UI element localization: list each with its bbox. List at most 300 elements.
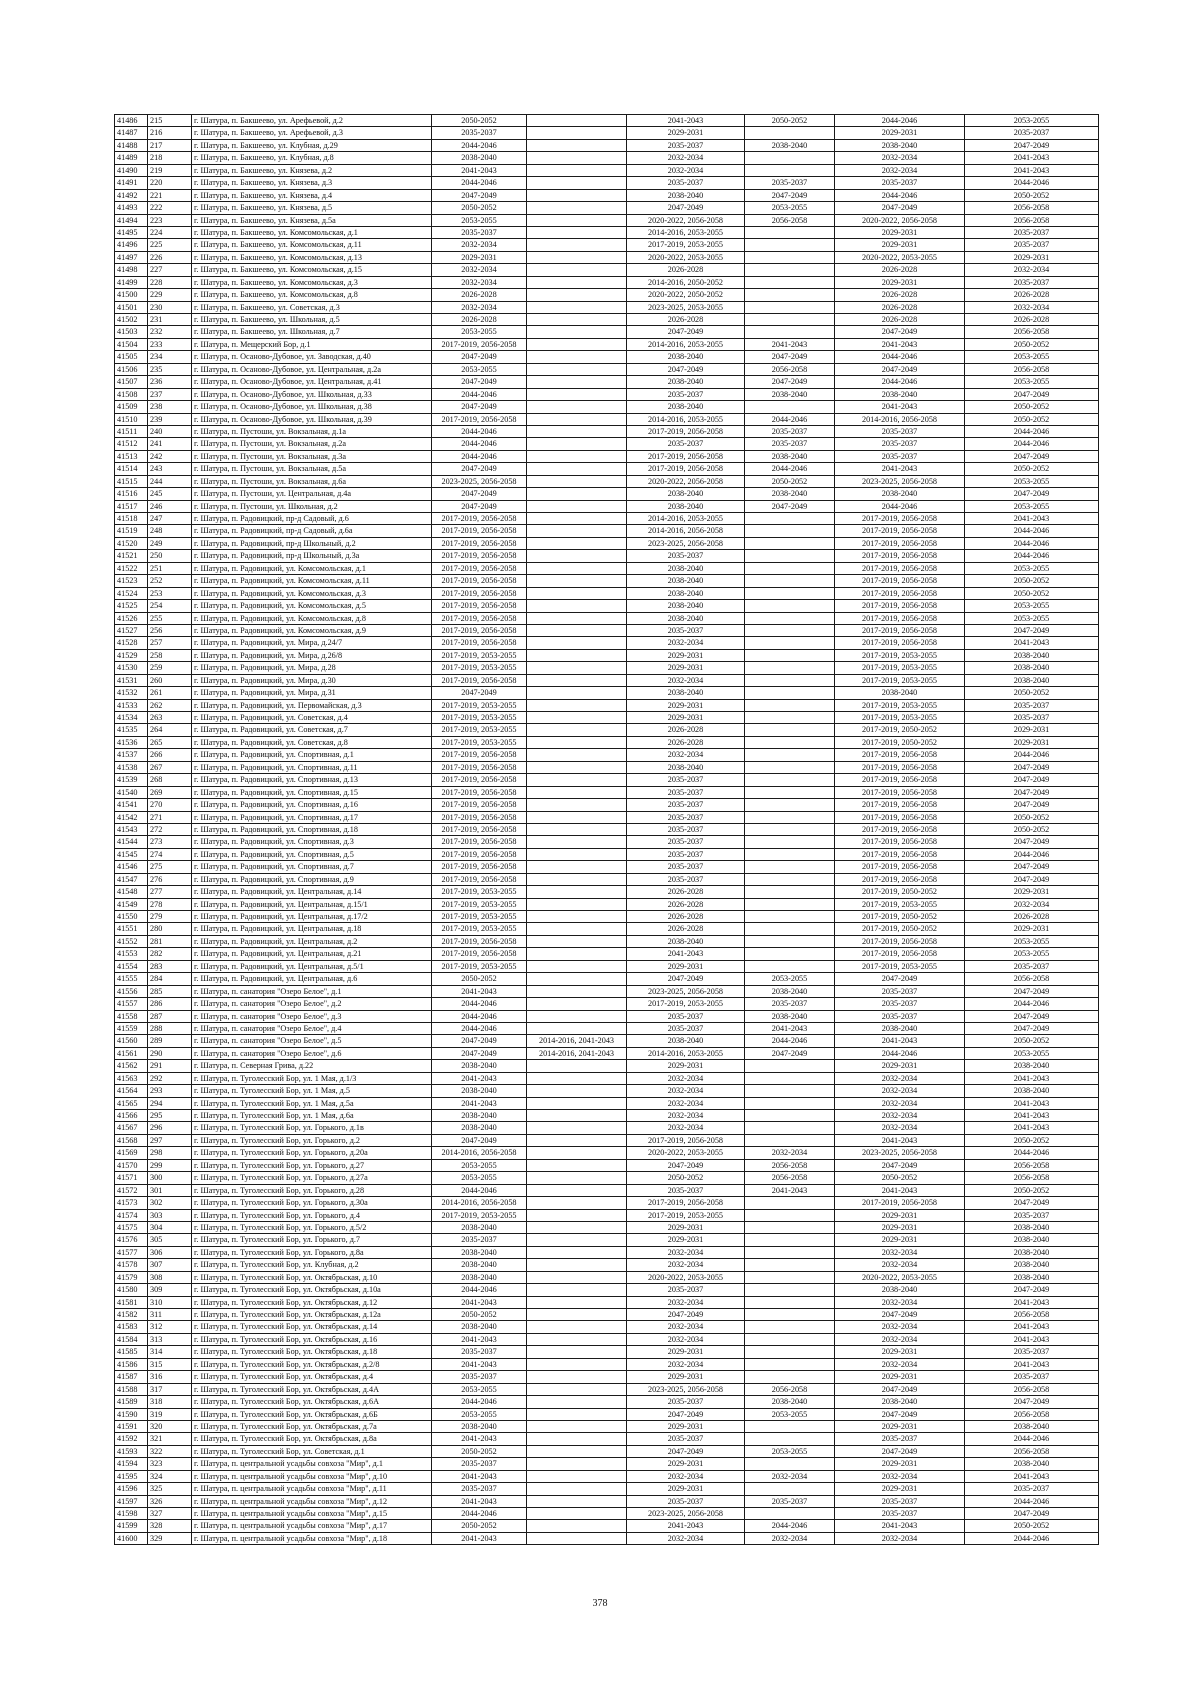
period-2-cell <box>527 1296 627 1308</box>
address-cell: г. Шатура, п. Туголесский Бор, ул. Горького, д.27а <box>192 1172 432 1184</box>
record-number-cell: 41547 <box>115 873 148 885</box>
period-6-cell: 2029-2031 <box>965 724 1099 736</box>
record-number-cell: 41534 <box>115 712 148 724</box>
period-5-cell: 2023-2025, 2056-2058 <box>835 1147 965 1159</box>
period-2-cell <box>527 239 627 251</box>
item-number-cell: 233 <box>148 338 192 350</box>
record-number-cell: 41520 <box>115 537 148 549</box>
period-5-cell: 2017-2019, 2056-2058 <box>835 587 965 599</box>
item-number-cell: 273 <box>148 836 192 848</box>
period-2-cell <box>527 799 627 811</box>
record-number-cell: 41584 <box>115 1333 148 1345</box>
period-3-cell: 2035-2037 <box>627 1495 745 1507</box>
period-4-cell <box>745 1246 835 1258</box>
period-4-cell <box>745 301 835 313</box>
address-cell: г. Шатура, п. Туголесский Бор, ул. Горького, д.4 <box>192 1209 432 1221</box>
record-number-cell: 41578 <box>115 1259 148 1271</box>
period-1-cell: 2047-2049 <box>432 500 527 512</box>
period-4-cell <box>745 1085 835 1097</box>
table-row <box>115 624 1099 636</box>
period-6-cell: 2053-2055 <box>965 935 1099 947</box>
item-number-cell: 225 <box>148 239 192 251</box>
period-3-cell: 2038-2040 <box>627 562 745 574</box>
period-3-cell: 2038-2040 <box>627 687 745 699</box>
record-number-cell: 41490 <box>115 164 148 176</box>
item-number-cell: 223 <box>148 214 192 226</box>
period-2-cell <box>527 388 627 400</box>
period-3-cell: 2035-2037 <box>627 811 745 823</box>
period-2-cell <box>527 948 627 960</box>
period-2-cell <box>527 749 627 761</box>
table-row <box>115 1309 1099 1321</box>
period-3-cell: 2020-2022, 2056-2058 <box>627 214 745 226</box>
record-number-cell: 41528 <box>115 637 148 649</box>
period-2-cell <box>527 413 627 425</box>
item-number-cell: 244 <box>148 475 192 487</box>
address-cell: г. Шатура, п. Туголесский Бор, ул. Клубная, д.2 <box>192 1259 432 1271</box>
period-2-cell: 2014-2016, 2041-2043 <box>527 1035 627 1047</box>
record-number-cell: 41554 <box>115 960 148 972</box>
period-2-cell <box>527 1134 627 1146</box>
table-row <box>115 1383 1099 1395</box>
period-3-cell: 2038-2040 <box>627 600 745 612</box>
period-1-cell: 2017-2019, 2056-2058 <box>432 624 527 636</box>
period-3-cell: 2047-2049 <box>627 363 745 375</box>
period-4-cell <box>745 1072 835 1084</box>
record-number-cell: 41580 <box>115 1284 148 1296</box>
period-3-cell: 2032-2034 <box>627 1122 745 1134</box>
table-row <box>115 1495 1099 1507</box>
period-4-cell: 2044-2046 <box>745 413 835 425</box>
record-number-cell: 41591 <box>115 1420 148 1432</box>
record-number-cell: 41507 <box>115 376 148 388</box>
table-row <box>115 425 1099 437</box>
period-2-cell <box>527 537 627 549</box>
record-number-cell: 41518 <box>115 513 148 525</box>
period-5-cell: 2029-2031 <box>835 1221 965 1233</box>
item-number-cell: 313 <box>148 1333 192 1345</box>
item-number-cell: 305 <box>148 1234 192 1246</box>
period-2-cell <box>527 500 627 512</box>
period-5-cell: 2032-2034 <box>835 1110 965 1122</box>
period-5-cell: 2041-2043 <box>835 1134 965 1146</box>
table-row <box>115 687 1099 699</box>
period-2-cell <box>527 587 627 599</box>
record-number-cell: 41549 <box>115 898 148 910</box>
period-6-cell: 2044-2046 <box>965 177 1099 189</box>
record-number-cell: 41592 <box>115 1433 148 1445</box>
period-5-cell: 2017-2019, 2056-2058 <box>835 537 965 549</box>
period-6-cell: 2041-2043 <box>965 152 1099 164</box>
item-number-cell: 278 <box>148 898 192 910</box>
period-3-cell: 2038-2040 <box>627 575 745 587</box>
period-5-cell: 2032-2034 <box>835 1532 965 1544</box>
table-row <box>115 662 1099 674</box>
record-number-cell: 41550 <box>115 911 148 923</box>
period-2-cell <box>527 338 627 350</box>
period-4-cell <box>745 600 835 612</box>
record-number-cell: 41543 <box>115 823 148 835</box>
period-3-cell: 2032-2034 <box>627 1072 745 1084</box>
address-cell: г. Шатура, п. Радовицкий, ул. Центральная, д.6 <box>192 973 432 985</box>
item-number-cell: 318 <box>148 1396 192 1408</box>
period-1-cell: 2035-2037 <box>432 1346 527 1358</box>
period-2-cell <box>527 699 627 711</box>
period-4-cell <box>745 1420 835 1432</box>
address-cell: г. Шатура, п. Бакшеево, ул. Школьная, д.5 <box>192 314 432 326</box>
period-6-cell: 2050-2052 <box>965 401 1099 413</box>
address-cell: г. Шатура, п. Туголесский Бор, ул. Горького, д.8а <box>192 1246 432 1258</box>
record-number-cell: 41597 <box>115 1495 148 1507</box>
item-number-cell: 226 <box>148 251 192 263</box>
address-cell: г. Шатура, п. Бакшеево, ул. Комсомольская, д.1 <box>192 226 432 238</box>
period-6-cell: 2044-2046 <box>965 425 1099 437</box>
table-row <box>115 1433 1099 1445</box>
item-number-cell: 291 <box>148 1060 192 1072</box>
period-4-cell <box>745 314 835 326</box>
period-1-cell: 2041-2043 <box>432 1097 527 1109</box>
period-2-cell <box>527 687 627 699</box>
period-4-cell <box>745 774 835 786</box>
item-number-cell: 265 <box>148 736 192 748</box>
period-4-cell <box>745 923 835 935</box>
period-4-cell <box>745 401 835 413</box>
period-1-cell: 2017-2019, 2053-2055 <box>432 649 527 661</box>
table-row <box>115 1172 1099 1184</box>
period-6-cell: 2038-2040 <box>965 1246 1099 1258</box>
period-3-cell: 2032-2034 <box>627 164 745 176</box>
address-cell: г. Шатура, п. Туголесский Бор, ул. Октябрьская, д.10 <box>192 1271 432 1283</box>
period-2-cell <box>527 1209 627 1221</box>
item-number-cell: 228 <box>148 276 192 288</box>
period-6-cell: 2041-2043 <box>965 1470 1099 1482</box>
item-number-cell: 317 <box>148 1383 192 1395</box>
record-number-cell: 41596 <box>115 1483 148 1495</box>
period-2-cell <box>527 960 627 972</box>
item-number-cell: 237 <box>148 388 192 400</box>
record-number-cell: 41572 <box>115 1184 148 1196</box>
address-cell: г. Шатура, п. Туголесский Бор, ул. Советская, д.1 <box>192 1445 432 1457</box>
period-6-cell: 2035-2037 <box>965 1346 1099 1358</box>
table-row <box>115 911 1099 923</box>
period-6-cell: 2050-2052 <box>965 1134 1099 1146</box>
table-row <box>115 575 1099 587</box>
period-3-cell: 2032-2034 <box>627 674 745 686</box>
period-6-cell: 2035-2037 <box>965 276 1099 288</box>
period-3-cell: 2041-2043 <box>627 948 745 960</box>
period-4-cell: 2038-2040 <box>745 1396 835 1408</box>
record-number-cell: 41587 <box>115 1371 148 1383</box>
item-number-cell: 272 <box>148 823 192 835</box>
item-number-cell: 298 <box>148 1147 192 1159</box>
table-row <box>115 935 1099 947</box>
period-5-cell: 2029-2031 <box>835 1234 965 1246</box>
period-4-cell <box>745 1221 835 1233</box>
period-3-cell: 2020-2022, 2050-2052 <box>627 289 745 301</box>
period-2-cell <box>527 326 627 338</box>
period-2-cell <box>527 1246 627 1258</box>
period-2-cell <box>527 152 627 164</box>
period-4-cell <box>745 724 835 736</box>
item-number-cell: 215 <box>148 115 192 127</box>
table-row <box>115 774 1099 786</box>
table-row <box>115 450 1099 462</box>
period-6-cell: 2038-2040 <box>965 1271 1099 1283</box>
address-cell: г. Шатура, п. Радовицкий, ул. Спортивная, д.1 <box>192 749 432 761</box>
period-5-cell: 2035-2037 <box>835 438 965 450</box>
period-4-cell <box>745 712 835 724</box>
period-5-cell: 2017-2019, 2053-2055 <box>835 674 965 686</box>
record-number-cell: 41512 <box>115 438 148 450</box>
period-1-cell: 2017-2019, 2056-2058 <box>432 600 527 612</box>
item-number-cell: 295 <box>148 1110 192 1122</box>
record-number-cell: 41565 <box>115 1097 148 1109</box>
period-2-cell <box>527 1383 627 1395</box>
period-5-cell: 2029-2031 <box>835 1060 965 1072</box>
period-3-cell: 2047-2049 <box>627 1445 745 1457</box>
period-3-cell: 2047-2049 <box>627 973 745 985</box>
period-4-cell <box>745 1483 835 1495</box>
address-cell: г. Шатура, п. Радовицкий, ул. Спортивная, д.5 <box>192 848 432 860</box>
period-5-cell: 2017-2019, 2056-2058 <box>835 786 965 798</box>
address-cell: г. Шатура, п. санатория "Озеро Белое", д.5 <box>192 1035 432 1047</box>
address-cell: г. Шатура, п. Бакшеево, ул. Клубная, д.29 <box>192 139 432 151</box>
period-3-cell: 2014-2016, 2053-2055 <box>627 413 745 425</box>
period-3-cell: 2035-2037 <box>627 823 745 835</box>
period-3-cell: 2014-2016, 2050-2052 <box>627 276 745 288</box>
period-2-cell <box>527 139 627 151</box>
record-number-cell: 41564 <box>115 1085 148 1097</box>
period-4-cell <box>745 699 835 711</box>
item-number-cell: 239 <box>148 413 192 425</box>
period-4-cell: 2056-2058 <box>745 363 835 375</box>
record-number-cell: 41579 <box>115 1271 148 1283</box>
record-number-cell: 41546 <box>115 861 148 873</box>
period-1-cell: 2041-2043 <box>432 1333 527 1345</box>
period-2-cell <box>527 575 627 587</box>
period-4-cell <box>745 1433 835 1445</box>
period-4-cell <box>745 326 835 338</box>
record-number-cell: 41541 <box>115 799 148 811</box>
period-4-cell <box>745 575 835 587</box>
period-4-cell <box>745 960 835 972</box>
period-4-cell: 2038-2040 <box>745 139 835 151</box>
period-4-cell <box>745 1358 835 1370</box>
period-4-cell <box>745 164 835 176</box>
period-1-cell: 2017-2019, 2056-2058 <box>432 935 527 947</box>
period-3-cell: 2014-2016, 2053-2055 <box>627 338 745 350</box>
table-row <box>115 177 1099 189</box>
item-number-cell: 301 <box>148 1184 192 1196</box>
period-6-cell: 2044-2046 <box>965 438 1099 450</box>
period-6-cell: 2047-2049 <box>965 139 1099 151</box>
period-6-cell: 2029-2031 <box>965 736 1099 748</box>
period-5-cell: 2047-2049 <box>835 1159 965 1171</box>
record-number-cell: 41589 <box>115 1396 148 1408</box>
record-number-cell: 41532 <box>115 687 148 699</box>
period-6-cell: 2047-2049 <box>965 985 1099 997</box>
address-cell: г. Шатура, п. Радовицкий, ул. Центральная, д.17/2 <box>192 911 432 923</box>
item-number-cell: 261 <box>148 687 192 699</box>
period-4-cell <box>745 251 835 263</box>
table-row <box>115 674 1099 686</box>
period-1-cell: 2047-2049 <box>432 687 527 699</box>
period-3-cell: 2029-2031 <box>627 1458 745 1470</box>
period-3-cell: 2029-2031 <box>627 1221 745 1233</box>
period-4-cell: 2056-2058 <box>745 1172 835 1184</box>
period-1-cell: 2017-2019, 2056-2058 <box>432 873 527 885</box>
period-2-cell <box>527 1346 627 1358</box>
period-3-cell: 2026-2028 <box>627 314 745 326</box>
period-1-cell: 2047-2049 <box>432 1035 527 1047</box>
item-number-cell: 257 <box>148 637 192 649</box>
address-cell: г. Шатура, п. центральной усадьбы совхоза "Мир", д.12 <box>192 1495 432 1507</box>
period-1-cell: 2017-2019, 2056-2058 <box>432 811 527 823</box>
period-2-cell <box>527 600 627 612</box>
address-cell: г. Шатура, п. Радовицкий, пр-д Садовый, д.6 <box>192 513 432 525</box>
period-1-cell: 2035-2037 <box>432 127 527 139</box>
period-5-cell: 2041-2043 <box>835 1520 965 1532</box>
record-number-cell: 41599 <box>115 1520 148 1532</box>
period-3-cell: 2035-2037 <box>627 1184 745 1196</box>
period-6-cell: 2044-2046 <box>965 1532 1099 1544</box>
period-6-cell: 2026-2028 <box>965 289 1099 301</box>
address-cell: г. Шатура, п. Радовицкий, ул. Советская, д.8 <box>192 736 432 748</box>
record-number-cell: 41595 <box>115 1470 148 1482</box>
period-4-cell: 2050-2052 <box>745 475 835 487</box>
record-number-cell: 41523 <box>115 575 148 587</box>
period-1-cell: 2041-2043 <box>432 1495 527 1507</box>
item-number-cell: 293 <box>148 1085 192 1097</box>
address-cell: г. Шатура, п. Радовицкий, ул. Центральная, д.15/1 <box>192 898 432 910</box>
period-3-cell: 2029-2031 <box>627 699 745 711</box>
period-6-cell: 2044-2046 <box>965 749 1099 761</box>
period-6-cell: 2044-2046 <box>965 525 1099 537</box>
period-5-cell: 2047-2049 <box>835 1309 965 1321</box>
period-2-cell <box>527 562 627 574</box>
table-row <box>115 1371 1099 1383</box>
record-number-cell: 41573 <box>115 1197 148 1209</box>
period-2-cell <box>527 724 627 736</box>
address-cell: г. Шатура, п. Пустоши, ул. Вокзальная, д.5а <box>192 463 432 475</box>
period-4-cell: 2053-2055 <box>745 202 835 214</box>
item-number-cell: 271 <box>148 811 192 823</box>
period-4-cell <box>745 687 835 699</box>
period-3-cell: 2047-2049 <box>627 326 745 338</box>
period-5-cell: 2032-2034 <box>835 1259 965 1271</box>
period-2-cell <box>527 550 627 562</box>
period-1-cell: 2017-2019, 2056-2058 <box>432 612 527 624</box>
period-5-cell: 2017-2019, 2056-2058 <box>835 575 965 587</box>
period-4-cell: 2032-2034 <box>745 1147 835 1159</box>
period-6-cell: 2041-2043 <box>965 637 1099 649</box>
period-3-cell: 2017-2019, 2053-2055 <box>627 239 745 251</box>
address-cell: г. Шатура, п. Туголесский Бор, ул. 1 Мая, д.5 <box>192 1085 432 1097</box>
period-3-cell: 2029-2031 <box>627 1346 745 1358</box>
period-5-cell: 2032-2034 <box>835 152 965 164</box>
item-number-cell: 258 <box>148 649 192 661</box>
period-1-cell: 2014-2016, 2056-2058 <box>432 1147 527 1159</box>
item-number-cell: 319 <box>148 1408 192 1420</box>
period-1-cell: 2017-2019, 2053-2055 <box>432 712 527 724</box>
address-cell: г. Шатура, п. центральной усадьбы совхоза "Мир", д.10 <box>192 1470 432 1482</box>
period-1-cell: 2017-2019, 2053-2055 <box>432 736 527 748</box>
item-number-cell: 294 <box>148 1097 192 1109</box>
period-3-cell: 2014-2016, 2053-2055 <box>627 513 745 525</box>
table-row <box>115 376 1099 388</box>
period-1-cell: 2038-2040 <box>432 1060 527 1072</box>
table-row <box>115 500 1099 512</box>
period-1-cell: 2017-2019, 2053-2055 <box>432 699 527 711</box>
table-row <box>115 836 1099 848</box>
address-cell: г. Шатура, п. Бакшеево, ул. Князева, д.3 <box>192 177 432 189</box>
table-row <box>115 338 1099 350</box>
record-number-cell: 41586 <box>115 1358 148 1370</box>
table-row <box>115 1358 1099 1370</box>
period-5-cell: 2029-2031 <box>835 1346 965 1358</box>
period-3-cell: 2020-2022, 2053-2055 <box>627 1147 745 1159</box>
period-5-cell: 2032-2034 <box>835 1097 965 1109</box>
item-number-cell: 321 <box>148 1433 192 1445</box>
period-2-cell <box>527 1072 627 1084</box>
item-number-cell: 220 <box>148 177 192 189</box>
period-4-cell <box>745 226 835 238</box>
period-3-cell: 2029-2031 <box>627 1420 745 1432</box>
schedule-table-body <box>115 115 1099 1545</box>
record-number-cell: 41487 <box>115 127 148 139</box>
period-4-cell <box>745 1333 835 1345</box>
table-row <box>115 1346 1099 1358</box>
period-3-cell: 2032-2034 <box>627 637 745 649</box>
address-cell: г. Шатура, п. Пустоши, ул. Вокзальная, д.2а <box>192 438 432 450</box>
period-5-cell: 2017-2019, 2056-2058 <box>835 873 965 885</box>
period-1-cell: 2017-2019, 2056-2058 <box>432 861 527 873</box>
period-6-cell: 2044-2046 <box>965 1147 1099 1159</box>
address-cell: г. Шатура, п. Северная Грива, д.22 <box>192 1060 432 1072</box>
item-number-cell: 222 <box>148 202 192 214</box>
table-row <box>115 761 1099 773</box>
table-row <box>115 301 1099 313</box>
record-number-cell: 41527 <box>115 624 148 636</box>
item-number-cell: 252 <box>148 575 192 587</box>
period-4-cell <box>745 1321 835 1333</box>
record-number-cell: 41501 <box>115 301 148 313</box>
period-6-cell: 2053-2055 <box>965 1047 1099 1059</box>
item-number-cell: 249 <box>148 537 192 549</box>
period-2-cell <box>527 1271 627 1283</box>
item-number-cell: 224 <box>148 226 192 238</box>
table-row <box>115 363 1099 375</box>
period-3-cell: 2035-2037 <box>627 177 745 189</box>
period-6-cell: 2047-2049 <box>965 624 1099 636</box>
period-6-cell: 2056-2058 <box>965 363 1099 375</box>
period-5-cell: 2017-2019, 2056-2058 <box>835 823 965 835</box>
address-cell: г. Шатура, п. Туголесский Бор, ул. Горького, д.20а <box>192 1147 432 1159</box>
period-6-cell: 2035-2037 <box>965 127 1099 139</box>
item-number-cell: 303 <box>148 1209 192 1221</box>
period-6-cell: 2044-2046 <box>965 1495 1099 1507</box>
period-4-cell: 2038-2040 <box>745 488 835 500</box>
address-cell: г. Шатура, п. Туголесский Бор, ул. Октябрьская, д.8а <box>192 1433 432 1445</box>
item-number-cell: 253 <box>148 587 192 599</box>
period-3-cell: 2032-2034 <box>627 749 745 761</box>
table-row <box>115 873 1099 885</box>
period-5-cell: 2026-2028 <box>835 301 965 313</box>
item-number-cell: 289 <box>148 1035 192 1047</box>
record-number-cell: 41497 <box>115 251 148 263</box>
address-cell: г. Шатура, п. Мещерский Бор, д.1 <box>192 338 432 350</box>
period-6-cell: 2026-2028 <box>965 911 1099 923</box>
